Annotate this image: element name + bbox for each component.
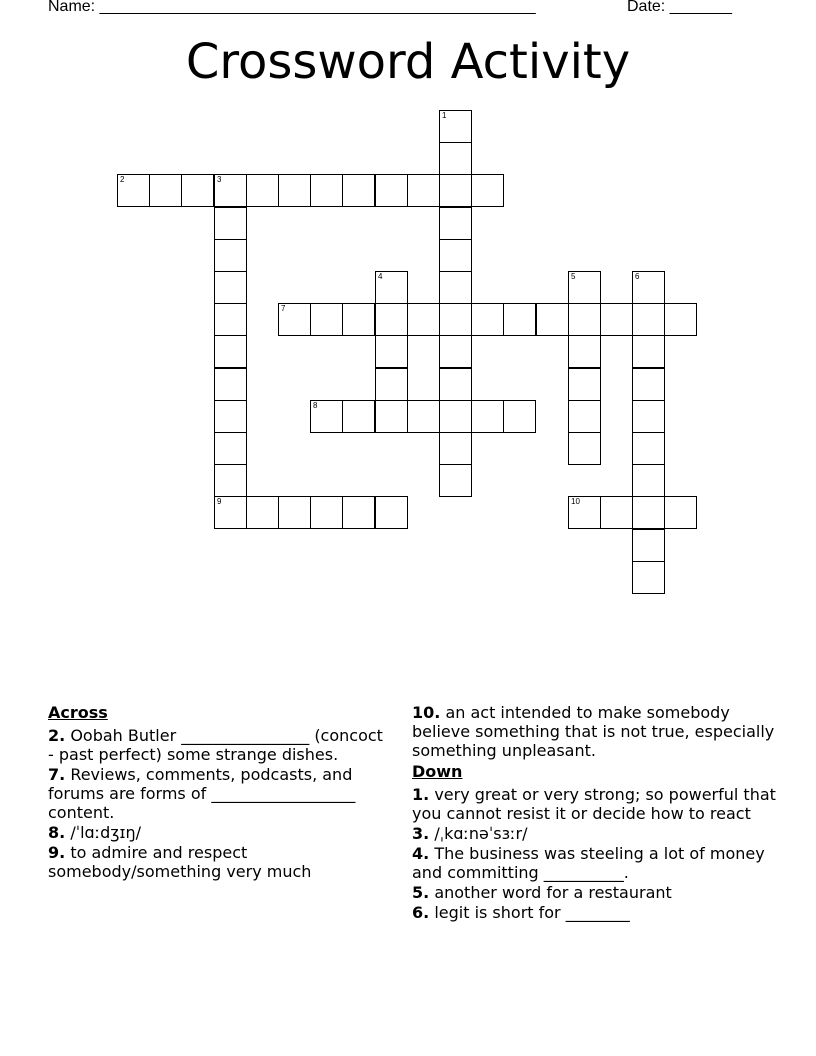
grid-cell[interactable] <box>375 496 408 529</box>
grid-cell[interactable] <box>568 432 601 465</box>
grid-cell[interactable] <box>407 174 440 207</box>
grid-cell[interactable] <box>439 142 472 175</box>
clue-down-1: 1. very great or very strong; so powerful that you cannot resist it or decide how to react <box>412 785 776 823</box>
clue-across-9: 9. to admire and respect somebody/something very much <box>48 843 312 881</box>
grid-cell[interactable] <box>568 496 601 529</box>
grid-cell[interactable] <box>632 464 665 497</box>
grid-cell[interactable] <box>375 174 408 207</box>
cell-number: 2 <box>120 175 125 184</box>
grid-cell[interactable] <box>375 400 408 433</box>
grid-cell[interactable] <box>439 464 472 497</box>
grid-cell[interactable] <box>568 335 601 368</box>
grid-cell[interactable] <box>310 303 343 336</box>
grid-cell[interactable] <box>568 303 601 336</box>
cell-number: 7 <box>281 304 286 313</box>
grid-cell[interactable] <box>214 432 247 465</box>
grid-cell[interactable] <box>600 303 633 336</box>
grid-cell[interactable] <box>214 368 247 401</box>
page-title: Crossword Activity <box>185 34 631 90</box>
cell-number: 6 <box>635 272 640 281</box>
cell-number: 5 <box>571 272 576 281</box>
grid-cell[interactable] <box>246 496 279 529</box>
grid-cell[interactable] <box>278 496 311 529</box>
cell-number: 9 <box>217 497 222 506</box>
clue-across-2: 2. Oobah Butler ________________ (concoct - past perfect) some strange dishes. <box>48 726 383 764</box>
grid-cell[interactable] <box>214 207 247 240</box>
grid-cell[interactable] <box>664 303 697 336</box>
clue-down-5: 5. another word for a restaurant <box>412 883 672 902</box>
grid-cell[interactable] <box>214 271 247 304</box>
grid-cell[interactable] <box>632 561 665 594</box>
grid-cell[interactable] <box>342 174 375 207</box>
cell-number: 3 <box>217 175 222 184</box>
cell-number: 10 <box>571 497 580 506</box>
grid-cell[interactable] <box>632 400 665 433</box>
grid-cell[interactable] <box>375 368 408 401</box>
grid-cell[interactable] <box>214 335 247 368</box>
grid-cell[interactable] <box>375 271 408 304</box>
grid-cell[interactable] <box>632 335 665 368</box>
name-field-label: Name: _________________________________________________ <box>48 0 536 15</box>
grid-cell[interactable] <box>149 174 182 207</box>
grid-cell[interactable] <box>278 303 311 336</box>
grid-cell[interactable] <box>439 110 472 143</box>
clue-down-3: 3. /ˌkɑːnəˈsɜːr/ <box>412 824 528 843</box>
grid-cell[interactable] <box>439 432 472 465</box>
grid-cell[interactable] <box>407 303 440 336</box>
clue-across-8: 8. /ˈlɑːdʒɪŋ/ <box>48 823 141 842</box>
grid-cell[interactable] <box>600 496 633 529</box>
grid-cell[interactable] <box>503 303 536 336</box>
grid-cell[interactable] <box>471 303 504 336</box>
clues-left-column <box>48 703 393 882</box>
grid-cell[interactable] <box>568 400 601 433</box>
grid-cell[interactable] <box>536 303 569 336</box>
grid-cell[interactable] <box>439 239 472 272</box>
grid-cell[interactable] <box>439 271 472 304</box>
grid-cell[interactable] <box>632 271 665 304</box>
clue-across-10: 10. an act intended to make somebody believe something that is not true, especially something unpleasant. <box>412 703 775 760</box>
grid-cell[interactable] <box>342 400 375 433</box>
grid-cell[interactable] <box>375 303 408 336</box>
cell-number: 1 <box>442 111 447 120</box>
grid-cell[interactable] <box>632 303 665 336</box>
grid-cell[interactable] <box>342 496 375 529</box>
grid-cell[interactable] <box>310 400 343 433</box>
grid-cell[interactable] <box>439 400 472 433</box>
clue-across-7: 7. Reviews, comments, podcasts, and forums are forms of __________________ content. <box>48 765 356 822</box>
clue-down-4: 4. The business was steeling a lot of money and committing __________. <box>412 844 765 882</box>
grid-cell[interactable] <box>278 174 311 207</box>
grid-cell[interactable] <box>310 174 343 207</box>
date-field-label: Date: _______ <box>627 0 732 15</box>
grid-cell[interactable] <box>664 496 697 529</box>
grid-cell[interactable] <box>439 335 472 368</box>
grid-cell[interactable] <box>246 174 279 207</box>
grid-cell[interactable] <box>214 400 247 433</box>
across-heading: Across <box>48 703 108 722</box>
grid-cell[interactable] <box>439 368 472 401</box>
grid-cell[interactable] <box>632 432 665 465</box>
grid-cell[interactable] <box>568 271 601 304</box>
grid-cell[interactable] <box>342 303 375 336</box>
grid-cell[interactable] <box>471 174 504 207</box>
grid-cell[interactable] <box>214 496 247 529</box>
grid-cell[interactable] <box>568 368 601 401</box>
down-heading: Down <box>412 762 463 781</box>
grid-cell[interactable] <box>214 303 247 336</box>
grid-cell[interactable] <box>310 496 343 529</box>
clues-right-column <box>412 703 782 923</box>
grid-cell[interactable] <box>214 239 247 272</box>
grid-cell[interactable] <box>214 174 247 207</box>
grid-cell[interactable] <box>117 174 150 207</box>
grid-cell[interactable] <box>632 496 665 529</box>
grid-cell[interactable] <box>214 464 247 497</box>
grid-cell[interactable] <box>632 368 665 401</box>
grid-cell[interactable] <box>181 174 214 207</box>
grid-cell[interactable] <box>439 303 472 336</box>
cell-number: 4 <box>378 272 383 281</box>
grid-cell[interactable] <box>375 335 408 368</box>
grid-cell[interactable] <box>503 400 536 433</box>
grid-cell[interactable] <box>439 174 472 207</box>
grid-cell[interactable] <box>407 400 440 433</box>
grid-cell[interactable] <box>632 529 665 562</box>
cell-number: 8 <box>313 401 318 410</box>
grid-cell[interactable] <box>471 400 504 433</box>
grid-cell[interactable] <box>439 207 472 240</box>
clue-down-6: 6. legit is short for ________ <box>412 903 630 922</box>
